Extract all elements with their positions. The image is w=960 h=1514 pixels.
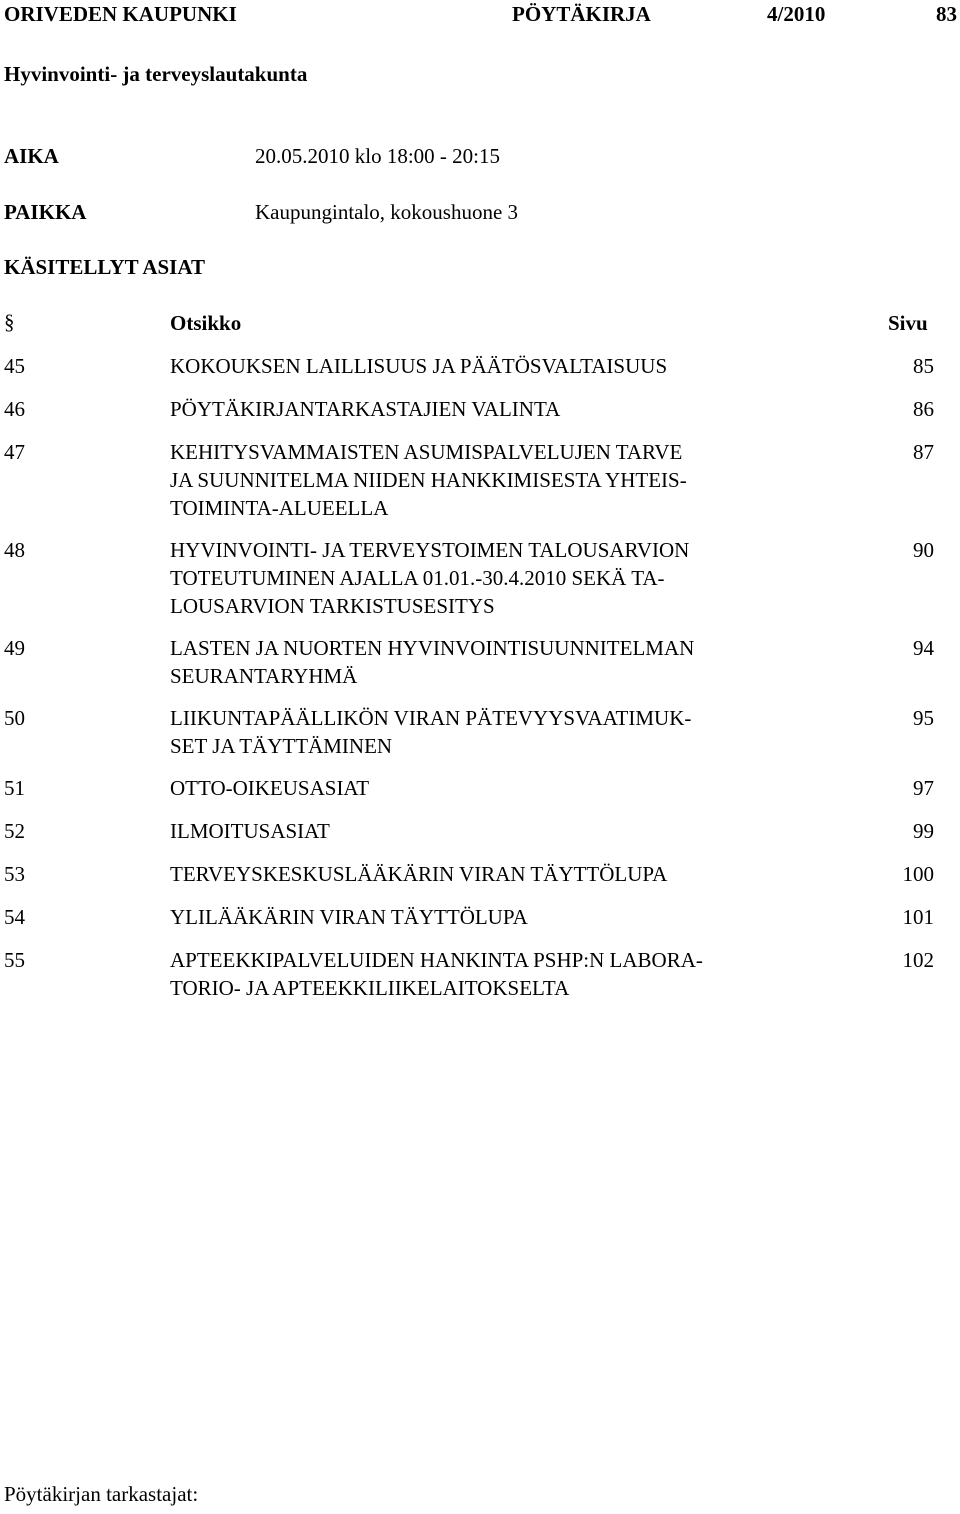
item-number: 51: [4, 776, 25, 800]
column-header-title: Otsikko: [170, 311, 242, 335]
item-page: 94: [913, 636, 934, 660]
item-page: 85: [913, 354, 934, 378]
item-number: 49: [4, 636, 25, 660]
page-number: 83: [936, 2, 957, 26]
item-title-line: JA SUUNNITELMA NIIDEN HANKKIMISESTA YHTEIS-: [170, 468, 687, 492]
document-number: 4/2010: [767, 2, 826, 26]
item-title: [170, 352, 810, 380]
item-page: 102: [902, 948, 934, 972]
item-title: [170, 860, 810, 888]
item-title: [170, 438, 810, 522]
document-type: PÖYTÄKIRJA: [512, 2, 651, 26]
item-title-line: KEHITYSVAMMAISTEN ASUMISPALVELUJEN TARVE: [170, 440, 683, 464]
item-title-line: ILMOITUSASIAT: [170, 819, 330, 843]
item-number: 48: [4, 538, 25, 562]
item-number: 55: [4, 948, 25, 972]
city-name: ORIVEDEN KAUPUNKI: [4, 2, 237, 26]
item-page: 101: [902, 905, 934, 929]
item-title: [170, 774, 810, 802]
handled-items-label: KÄSITELLYT ASIAT: [4, 255, 205, 279]
item-title-line: LIIKUNTAPÄÄLLIKÖN VIRAN PÄTEVYYSVAATIMUK-: [170, 706, 692, 730]
section-mark: §: [4, 310, 15, 334]
item-title: [170, 817, 810, 845]
item-page: 90: [913, 538, 934, 562]
item-number: 52: [4, 819, 25, 843]
item-number: 54: [4, 905, 25, 929]
item-page: 100: [902, 862, 934, 886]
column-header-page: Sivu: [888, 311, 928, 335]
item-title-line: APTEEKKIPALVELUIDEN HANKINTA PSHP:N LABORA-: [170, 948, 703, 972]
item-title-line: TOIMINTA-ALUEELLA: [170, 496, 389, 520]
item-title-line: LOUSARVION TARKISTUSESITYS: [170, 594, 495, 618]
item-number: 53: [4, 862, 25, 886]
item-page: 86: [913, 397, 934, 421]
place-label: PAIKKA: [4, 200, 87, 224]
item-number: 45: [4, 354, 25, 378]
item-title-line: SEURANTARYHMÄ: [170, 664, 358, 688]
item-title-line: KOKOUKSEN LAILLISUUS JA PÄÄTÖSVALTAISUUS: [170, 354, 668, 378]
item-title: [170, 634, 810, 690]
item-title-line: OTTO-OIKEUSASIAT: [170, 776, 370, 800]
item-number: 47: [4, 440, 25, 464]
item-title: [170, 536, 810, 620]
item-title-line: YLILÄÄKÄRIN VIRAN TÄYTTÖLUPA: [170, 905, 528, 929]
item-title-line: TERVEYSKESKUSLÄÄKÄRIN VIRAN TÄYTTÖLUPA: [170, 862, 668, 886]
item-page: 97: [913, 776, 934, 800]
item-title: [170, 395, 810, 423]
place-value: Kaupungintalo, kokoushuone 3: [255, 200, 519, 224]
item-number: 50: [4, 706, 25, 730]
item-title: [170, 704, 810, 760]
item-page: 87: [913, 440, 934, 464]
item-title: [170, 903, 810, 931]
item-title: [170, 946, 810, 1002]
time-value: 20.05.2010 klo 18:00 - 20:15: [255, 144, 500, 168]
item-page: 95: [913, 706, 934, 730]
item-page: 99: [913, 819, 934, 843]
footer-inspectors: Pöytäkirjan tarkastajat:: [4, 1482, 199, 1506]
item-title-line: LASTEN JA NUORTEN HYVINVOINTISUUNNITELMAN: [170, 636, 695, 660]
item-title-line: PÖYTÄKIRJANTARKASTAJIEN VALINTA: [170, 397, 561, 421]
item-title-line: HYVINVOINTI- JA TERVEYSTOIMEN TALOUSARVION: [170, 538, 690, 562]
item-title-line: TORIO- JA APTEEKKILIIKELAITOKSELTA: [170, 976, 570, 1000]
time-label: AIKA: [4, 144, 59, 168]
item-title-line: TOTEUTUMINEN AJALLA 01.01.-30.4.2010 SEKÄ TA-: [170, 566, 665, 590]
item-title-line: SET JA TÄYTTÄMINEN: [170, 734, 393, 758]
board-name: Hyvinvointi- ja terveyslautakunta: [4, 62, 308, 86]
item-number: 46: [4, 397, 25, 421]
